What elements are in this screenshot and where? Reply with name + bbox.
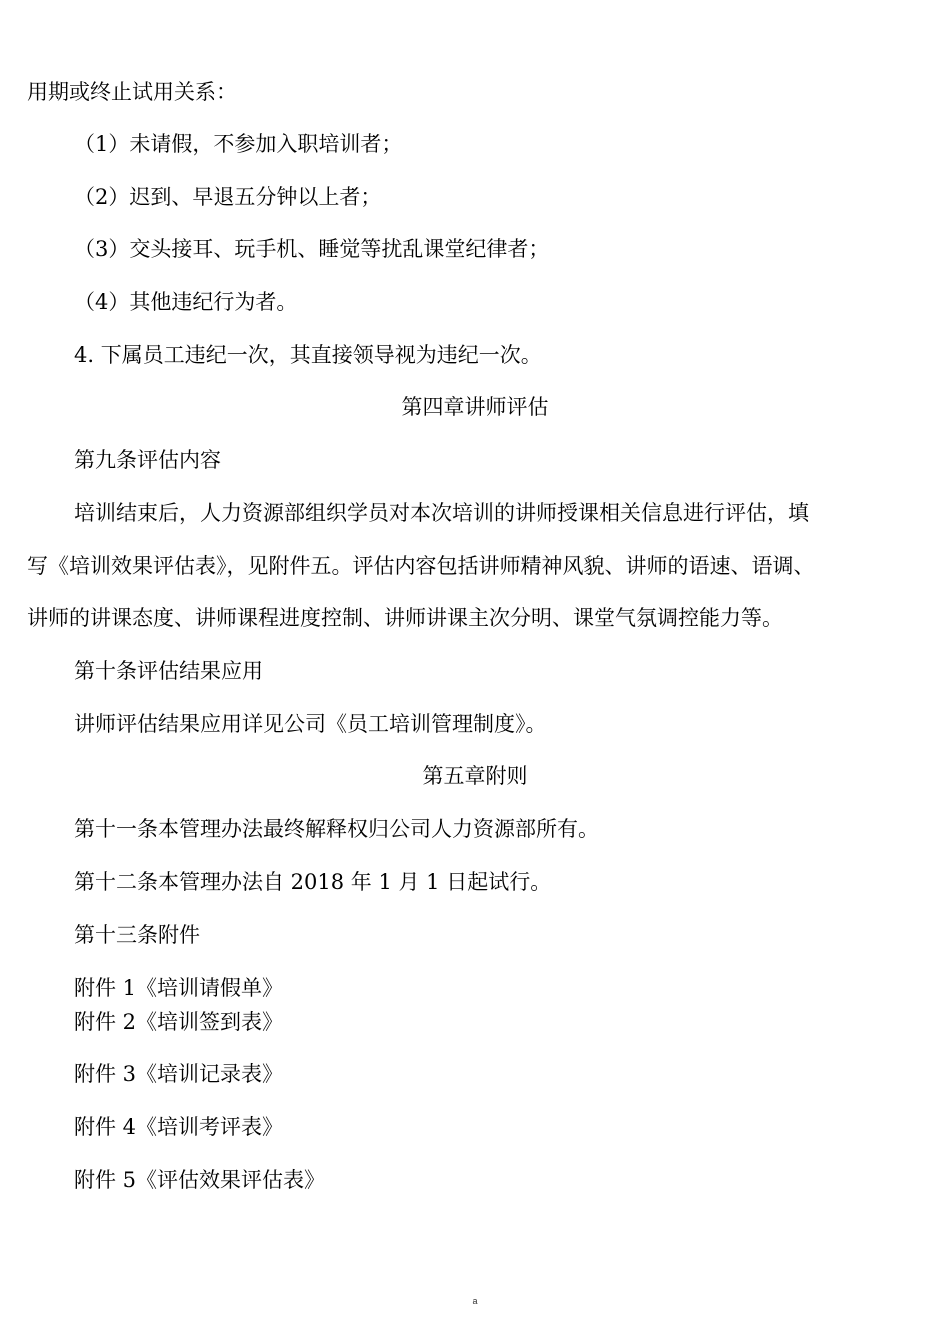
attachment-item: 附件 5《评估效果评估表》 — [74, 1168, 326, 1192]
numbered-rule: 4. 下属员工违纪一次，其直接领导视为违纪一次。 — [74, 343, 542, 367]
attachment-item: 附件 4《培训考评表》 — [74, 1115, 284, 1139]
paragraph-line: 写《培训效果评估表》，见附件五。评估内容包括讲师精神风貌、讲师的语速、语调、 — [27, 554, 815, 578]
paragraph-line: 培训结束后，人力资源部组织学员对本次培训的讲师授课相关信息进行评估，填 — [74, 501, 809, 525]
list-item: （1）未请假，不参加入职培训者； — [74, 132, 403, 156]
attachment-item: 附件 3《培训记录表》 — [74, 1062, 284, 1086]
paragraph-line: 讲师的讲课态度、讲师课程进度控制、讲师讲课主次分明、课堂气氛调控能力等。 — [27, 606, 783, 630]
page-footer-mark: a — [472, 1296, 478, 1306]
attachment-item: 附件 2《培训签到表》 — [74, 1010, 284, 1034]
article-heading: 第十条评估结果应用 — [74, 659, 263, 683]
chapter-heading: 第五章附则 — [422, 764, 528, 788]
article-line: 第十一条本管理办法最终解释权归公司人力资源部所有。 — [74, 817, 599, 841]
list-item: （4）其他违纪行为者。 — [74, 290, 298, 314]
attachment-item: 附件 1《培训请假单》 — [74, 976, 284, 1000]
chapter-heading: 第四章讲师评估 — [401, 395, 549, 419]
paragraph-continuation: 用期或终止试用关系： — [27, 80, 237, 104]
list-item: （3）交头接耳、玩手机、睡觉等扰乱课堂纪律者； — [74, 237, 550, 261]
article-heading: 第九条评估内容 — [74, 448, 221, 472]
article-line: 第十二条本管理办法自 2018 年 1 月 1 日起试行。 — [74, 870, 552, 894]
article-heading: 第十三条附件 — [74, 923, 200, 947]
list-item: （2）迟到、早退五分钟以上者； — [74, 185, 382, 209]
paragraph-line: 讲师评估结果应用详见公司《员工培训管理制度》。 — [74, 712, 547, 736]
